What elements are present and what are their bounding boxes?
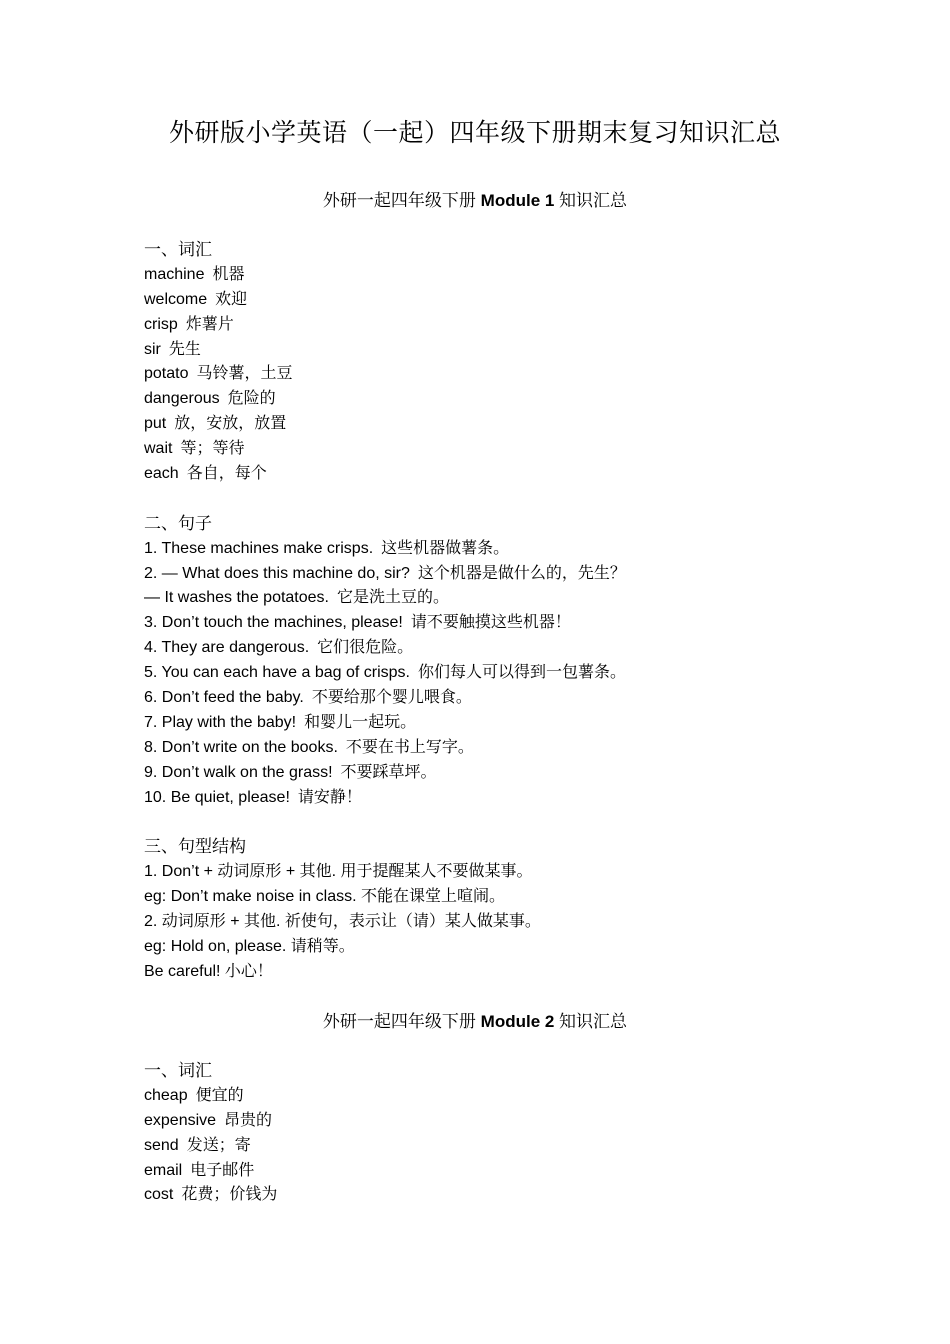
vocab-item-cn: 电子邮件 [190, 1161, 255, 1179]
sentence-item-en: 6. Don’t feed the baby. [144, 689, 304, 707]
module1-vocab-title: 一、词汇 [144, 240, 212, 259]
vocab-item-en: put [144, 415, 167, 433]
sentence-item-cn: 不要给那个婴儿喂食。 [311, 689, 472, 707]
vocab-item-cn: 发送；寄 [186, 1136, 251, 1154]
module1-heading [0, 188, 950, 213]
sentence-item-cn: 这个机器是做什么的，先生？ [417, 564, 626, 582]
vocab-item-en: cheap [144, 1086, 188, 1104]
sentence-item [144, 736, 844, 761]
vocab-item-cn: 炸薯片 [185, 315, 234, 333]
vocab-item [144, 1109, 844, 1134]
vocab-item [144, 1183, 844, 1208]
sentence-item-en: 2. — What does this machine do, sir? [144, 564, 410, 582]
sentence-item-cn: 和婴儿一起玩。 [304, 713, 417, 731]
module1-patterns-title: 三、句型结构 [144, 837, 246, 857]
vocab-item-cn: 各自，每个 [186, 465, 267, 483]
module1-heading-suffix: 知识汇总 [554, 191, 628, 210]
sentence-item-en: 1. These machines make crisps. [144, 539, 374, 557]
sentence-item [144, 711, 844, 736]
sentence-item-en: 10. Be quiet, please! [144, 788, 290, 806]
sentence-item [144, 586, 844, 611]
vocab-item-en: each [144, 465, 179, 483]
module2-heading-suffix: 知识汇总 [554, 1012, 628, 1031]
vocab-item-en: welcome [144, 290, 208, 308]
vocab-item [144, 1134, 844, 1159]
vocab-item-en: potato [144, 365, 189, 383]
vocab-item [144, 1159, 844, 1184]
module1-vocab-list [144, 263, 844, 487]
module1-sentences-list [144, 537, 844, 811]
pattern-item: 1. Don’t + 动词原形 + 其他. 用于提醒某人不要做某事。 [144, 863, 533, 881]
document-title: 外研版小学英语（一起）四年级下册期末复习知识汇总 [168, 118, 781, 147]
sentence-item [144, 786, 844, 811]
vocab-item-cn: 花费；价钱为 [181, 1186, 278, 1204]
vocab-item-cn: 昂贵的 [224, 1111, 273, 1129]
sentence-item-cn: 不要踩草坪。 [340, 763, 437, 781]
vocab-item-cn: 危险的 [227, 390, 276, 408]
sentence-item-cn: 它是洗土豆的。 [337, 589, 450, 607]
vocab-item-en: email [144, 1161, 183, 1179]
pattern-item: Be careful! 小心！ [144, 962, 273, 980]
vocab-item [144, 387, 844, 412]
vocab-item [144, 462, 844, 487]
vocab-item [144, 288, 844, 313]
sentence-item-en: 3. Don’t touch the machines, please! [144, 614, 403, 632]
vocab-item-cn: 机器 [212, 265, 245, 283]
sentence-item-cn: 不要在书上写字。 [345, 738, 474, 756]
module1-heading-module: Module 1 [480, 191, 555, 210]
vocab-item [144, 412, 844, 437]
sentence-item-en: 7. Play with the baby! [144, 713, 297, 731]
vocab-item-en: expensive [144, 1111, 217, 1129]
module2-heading-module: Module 2 [480, 1012, 555, 1031]
sentence-item-cn: 你们每人可以得到一包薯条。 [417, 664, 626, 682]
module2-vocab-title: 一、词汇 [144, 1061, 212, 1080]
module1-patterns-list [144, 860, 844, 984]
vocab-item-en: dangerous [144, 390, 220, 408]
vocab-item [144, 313, 844, 338]
sentence-item [144, 686, 844, 711]
sentence-item-en: 9. Don’t walk on the grass! [144, 763, 333, 781]
sentence-item-en: 8. Don’t write on the books. [144, 738, 338, 756]
module1-content [144, 238, 844, 985]
vocab-item-cn: 便宜的 [195, 1086, 244, 1104]
module1-heading-prefix: 外研一起四年级下册 [322, 191, 481, 210]
sentence-item-en: 4. They are dangerous. [144, 639, 310, 657]
module2-heading-prefix: 外研一起四年级下册 [322, 1012, 481, 1031]
vocab-item [144, 437, 844, 462]
sentence-item-cn: 这些机器做薯条。 [381, 539, 510, 557]
module2-content [144, 1059, 844, 1208]
module2-heading [0, 1009, 950, 1034]
vocab-item-cn: 放，安放，放置 [174, 415, 287, 433]
sentence-item-en: — It washes the potatoes. [144, 589, 329, 607]
vocab-item-en: sir [144, 340, 161, 358]
sentence-item [144, 537, 844, 562]
sentence-item [144, 562, 844, 587]
vocab-item-cn: 马铃薯，土豆 [196, 365, 293, 383]
sentence-item [144, 636, 844, 661]
sentence-item-cn: 请不要触摸这些机器！ [410, 614, 571, 632]
vocab-item [144, 362, 844, 387]
sentence-item [144, 761, 844, 786]
vocab-item-en: crisp [144, 315, 178, 333]
vocab-item [144, 1084, 844, 1109]
pattern-item: eg: Hold on, please. 请稍等。 [144, 937, 355, 955]
sentence-item-en: 5. You can each have a bag of crisps. [144, 664, 410, 682]
sentence-item-cn: 它们很危险。 [317, 639, 414, 657]
vocab-item [144, 338, 844, 363]
vocab-item-cn: 欢迎 [215, 290, 248, 308]
module2-vocab-list [144, 1084, 844, 1208]
vocab-item-cn: 等；等待 [180, 440, 245, 458]
vocab-item [144, 263, 844, 288]
sentence-item-cn: 请安静！ [297, 788, 362, 806]
vocab-item-cn: 先生 [168, 340, 201, 358]
pattern-item: eg: Don’t make noise in class. 不能在课堂上喧闹。 [144, 888, 505, 906]
sentence-item [144, 661, 844, 686]
vocab-item-en: wait [144, 440, 173, 458]
vocab-item-en: send [144, 1136, 179, 1154]
vocab-item-en: cost [144, 1186, 174, 1204]
vocab-item-en: machine [144, 265, 205, 283]
sentence-item [144, 611, 844, 636]
pattern-item: 2. 动词原形 + 其他. 祈使句，表示让（请）某人做某事。 [144, 913, 541, 931]
module1-sentences-title: 二、句子 [144, 513, 212, 533]
